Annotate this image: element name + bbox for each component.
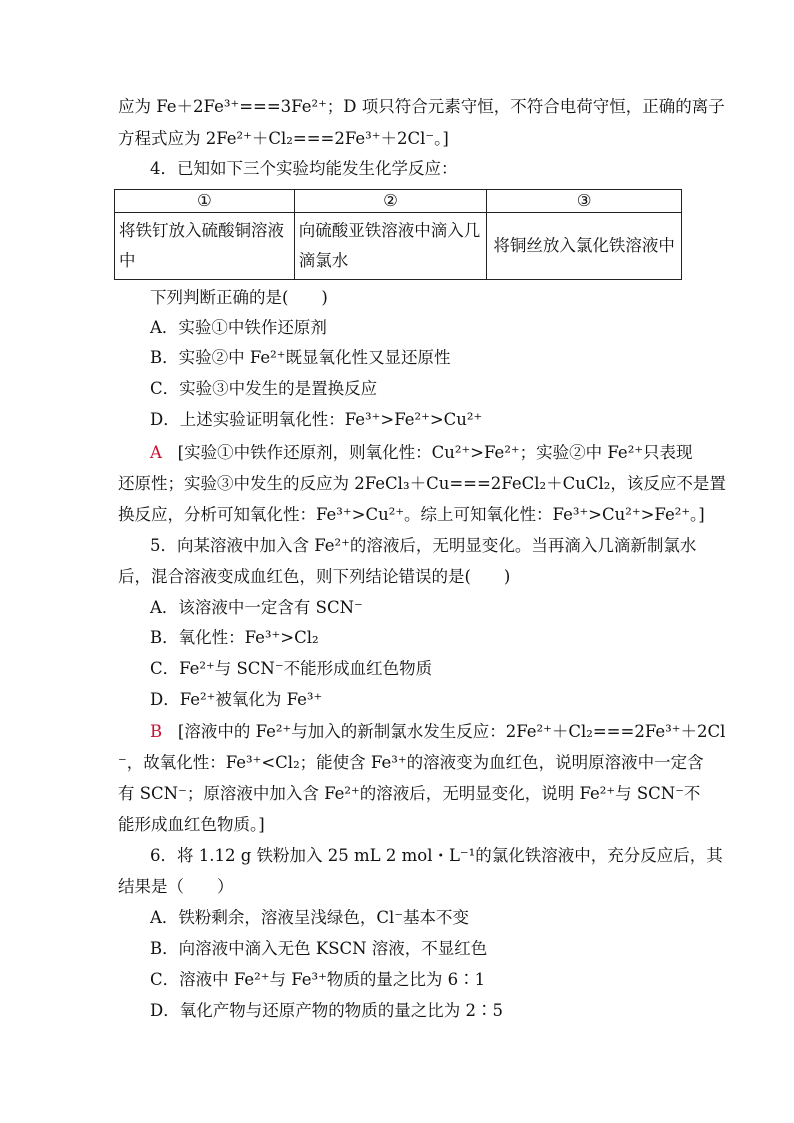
answer-letter: B bbox=[150, 722, 163, 741]
cell-1-line-1: 将铁钉放入硫酸铜溶液 bbox=[119, 221, 284, 240]
question-6-line: 结果是（ ） bbox=[118, 877, 234, 896]
table-header-2: ② bbox=[294, 190, 487, 213]
text-line: 应为 Fe＋2Fe³⁺===3Fe²⁺；D 项只符合元素守恒，不符合电荷守恒，正确的离子 bbox=[118, 97, 725, 116]
answer-line: 还原性；实验③中发生的反应为 2FeCl₃＋Cu===2FeCl₂＋CuCl₂，该反应不是置 bbox=[118, 474, 726, 493]
question-5-line: 后，混合溶液变成血红色，则下列结论错误的是( ) bbox=[118, 567, 511, 586]
answer-line: 换反应，分析可知氧化性：Fe³⁺>Cu²⁺。综上可知氧化性：Fe³⁺>Cu²⁺>Fe²⁺。] bbox=[118, 505, 705, 524]
table-cell-2 bbox=[294, 213, 487, 280]
option-b: B．氧化性：Fe³⁺>Cl₂ bbox=[150, 628, 319, 647]
question-5-line: 5．向某溶液中加入含 Fe²⁺的溶液后，无明显变化。当再滴入几滴新制氯水 bbox=[150, 536, 697, 555]
option-d: D．氧化产物与还原产物的物质的量之比为 2∶5 bbox=[150, 1001, 503, 1020]
answer-line: 有 SCN⁻；原溶液中加入含 Fe²⁺的溶液后，无明显变化，说明 Fe²⁺与 SCN⁻不 bbox=[118, 784, 701, 803]
answer-line: ⁻，故氧化性：Fe³⁺<Cl₂；能使含 Fe³⁺的溶液变为血红色，说明原溶液中一定含 bbox=[118, 753, 704, 772]
table-header-1: ① bbox=[115, 190, 295, 213]
option-c: C．溶液中 Fe²⁺与 Fe³⁺物质的量之比为 6∶1 bbox=[150, 970, 486, 989]
text-line: 方程式应为 2Fe²⁺＋Cl₂===2Fe³⁺＋2Cl⁻。] bbox=[118, 129, 449, 148]
cell-2-line-2: 滴氯水 bbox=[298, 251, 349, 270]
cell-1-line-2: 中 bbox=[119, 251, 136, 270]
question-6-line: 6．将 1.12 g 铁粉加入 25 mL 2 mol・L⁻¹的氯化铁溶液中，充分反应后，其 bbox=[150, 846, 723, 865]
option-a: A．该溶液中一定含有 SCN⁻ bbox=[150, 598, 363, 617]
option-c: C．实验③中发生的是置换反应 bbox=[150, 379, 378, 398]
question-4-stem: 下列判断正确的是( ) bbox=[150, 288, 328, 307]
table-header-3: ③ bbox=[487, 190, 682, 213]
option-a: A．实验①中铁作还原剂 bbox=[150, 318, 327, 337]
answer-line bbox=[150, 442, 693, 464]
answer-line bbox=[150, 721, 725, 743]
question-4-title: 4．已知如下三个实验均能发生化学反应： bbox=[150, 159, 458, 178]
table-row bbox=[115, 213, 682, 280]
answer-letter: A bbox=[150, 443, 162, 462]
answer-text: [实验①中铁作还原剂，则氧化性：Cu²⁺>Fe²⁺；实验②中 Fe²⁺只表现 bbox=[177, 443, 693, 462]
table-cell-3: 将铜丝放入氯化铁溶液中 bbox=[487, 213, 682, 280]
cell-2-line-1: 向硫酸亚铁溶液中滴入几 bbox=[298, 221, 481, 240]
option-a: A．铁粉剩余，溶液呈浅绿色，Cl⁻基本不变 bbox=[150, 908, 470, 927]
option-d: D．上述实验证明氧化性：Fe³⁺>Fe²⁺>Cu²⁺ bbox=[150, 410, 483, 429]
option-b: B．实验②中 Fe²⁺既显氧化性又显还原性 bbox=[150, 348, 451, 367]
answer-text: [溶液中的 Fe²⁺与加入的新制氯水发生反应：2Fe²⁺＋Cl₂===2Fe³⁺＋2Cl bbox=[177, 722, 726, 741]
option-b: B．向溶液中滴入无色 KSCN 溶液，不显红色 bbox=[150, 939, 488, 958]
table-header-row bbox=[115, 190, 682, 213]
experiment-table bbox=[114, 189, 682, 280]
table-cell-1 bbox=[115, 213, 295, 280]
answer-line: 能形成血红色物质。] bbox=[118, 815, 265, 834]
option-c: C．Fe²⁺与 SCN⁻不能形成血红色物质 bbox=[150, 659, 433, 678]
option-d: D．Fe²⁺被氧化为 Fe³⁺ bbox=[150, 690, 323, 709]
